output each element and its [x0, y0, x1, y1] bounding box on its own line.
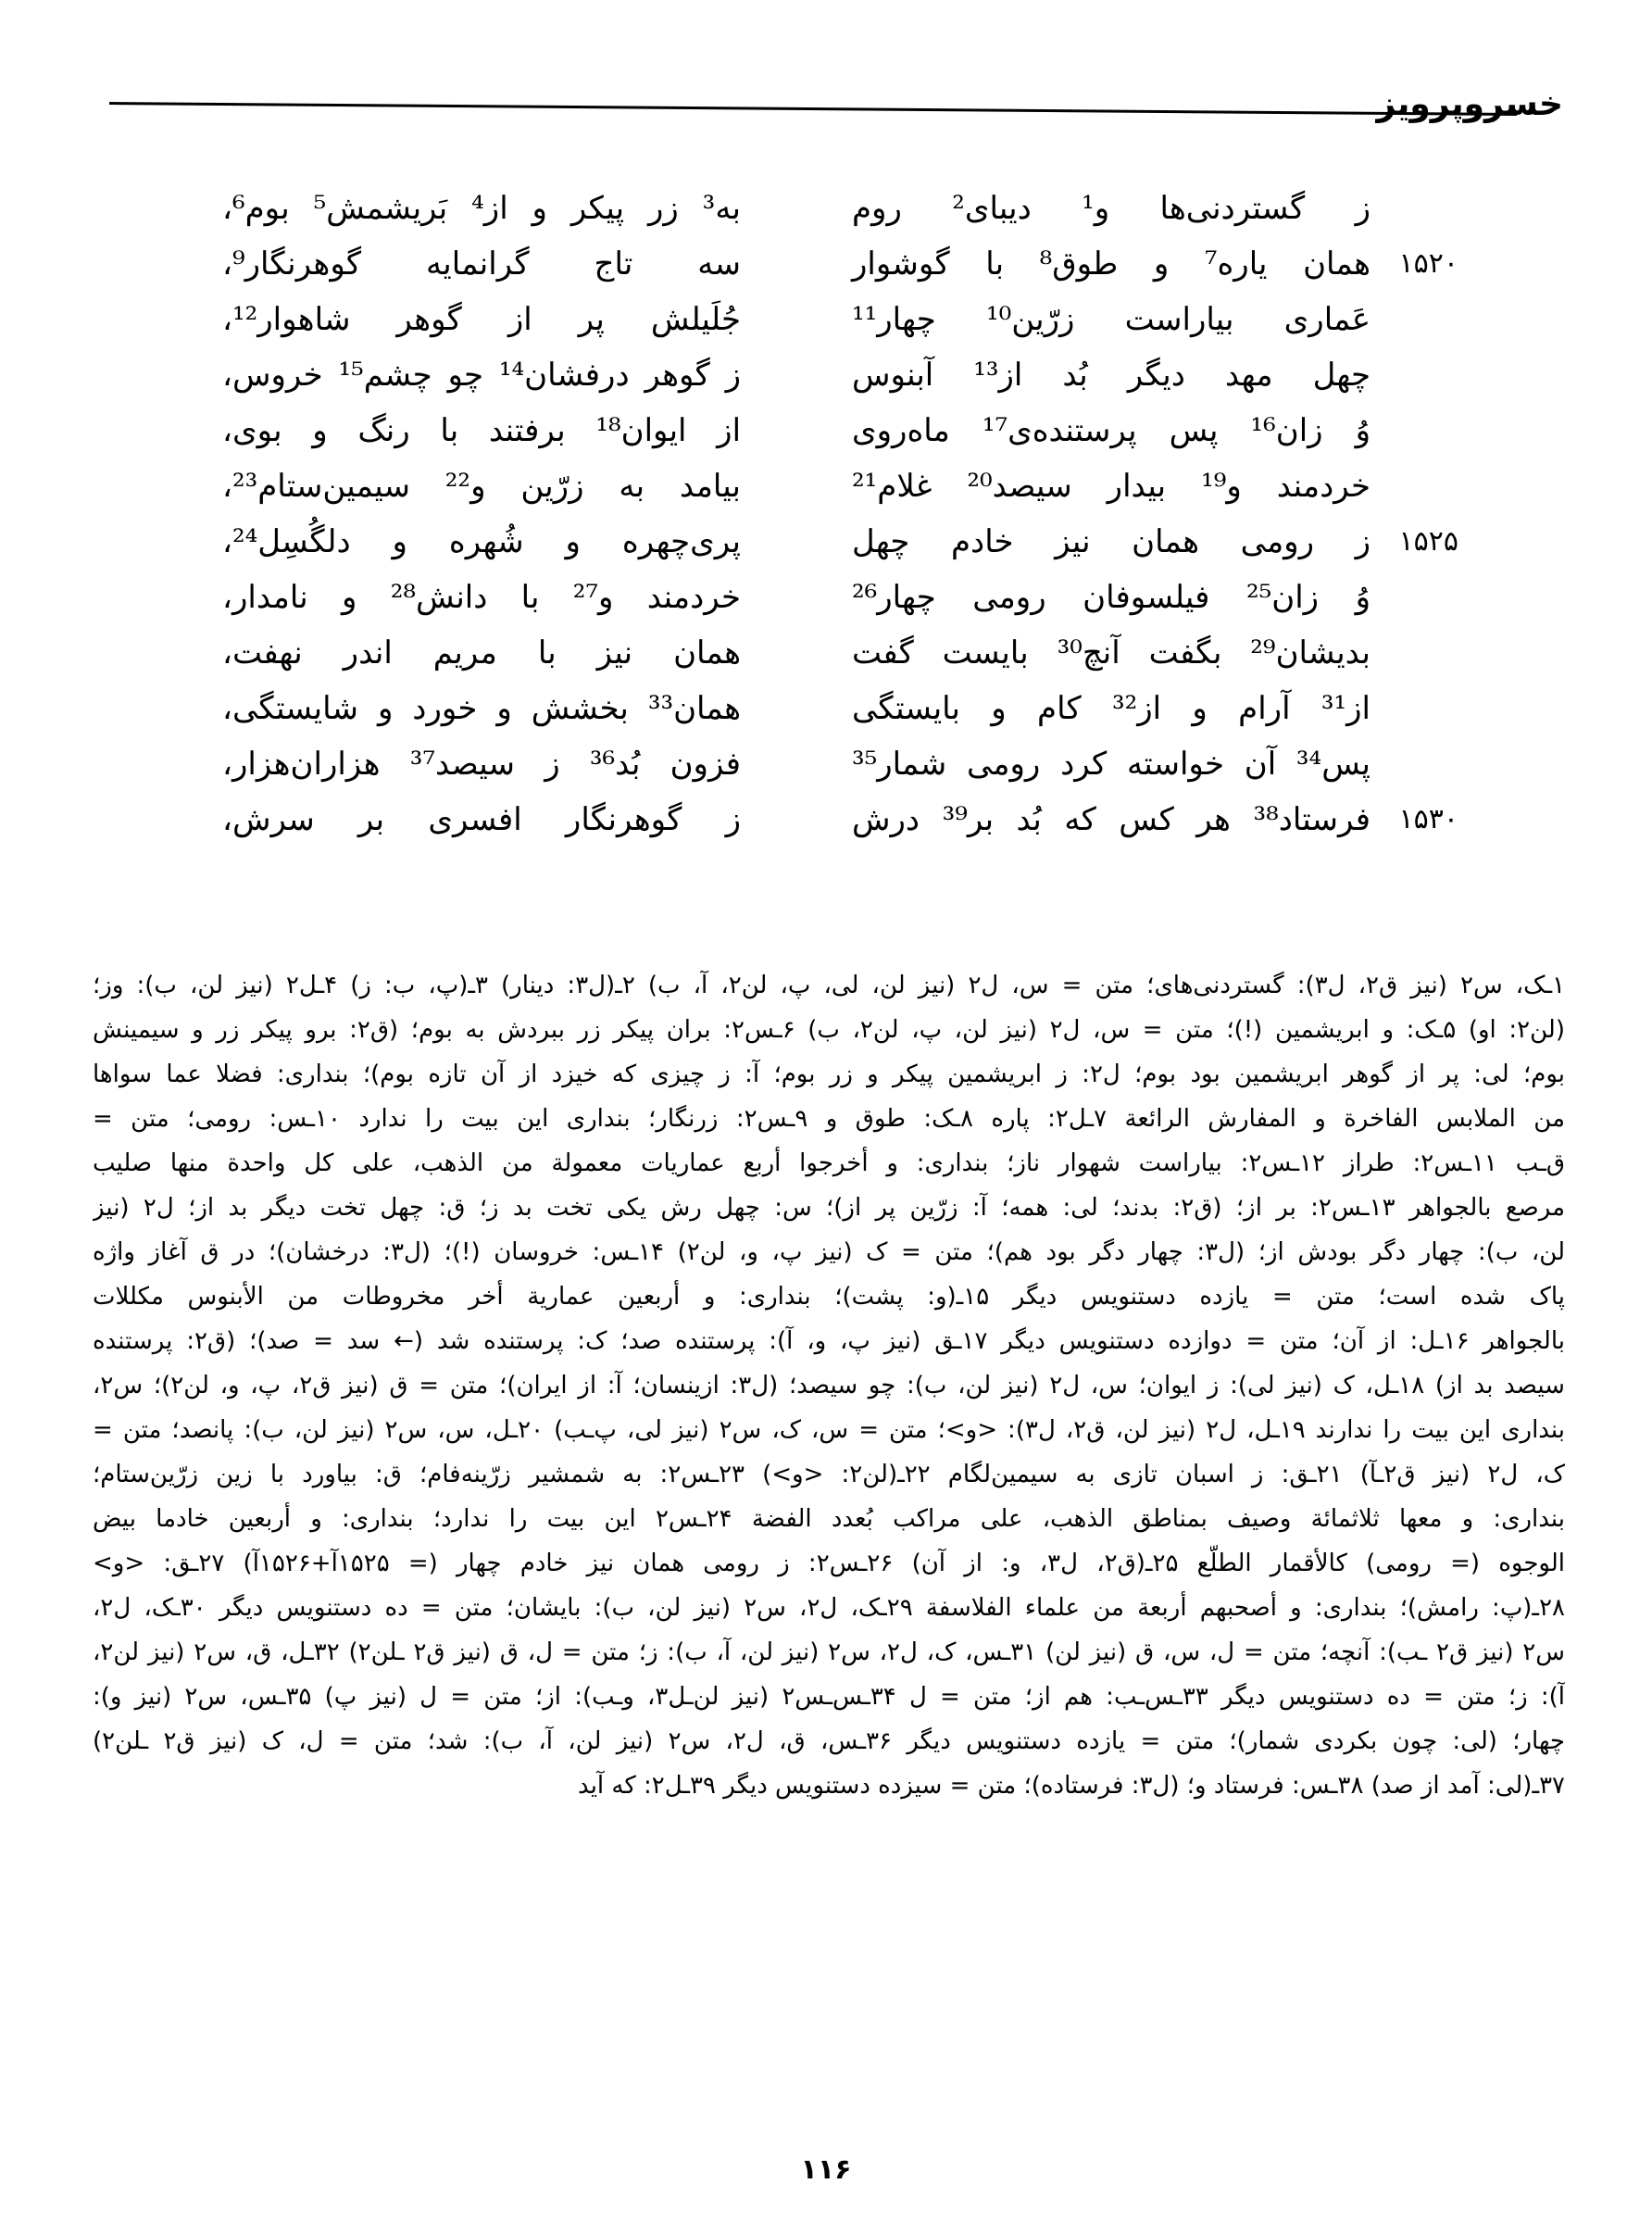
verse-hemistich: سه تاج گرانمایه گوهرنگار⁹، — [222, 245, 741, 282]
footnote-line: الوجوه (= رومی) کالأقمار الطلّع ۲۵ـ(ق۲، ل۳، و: از آن) ۲۶ـس۲: ز رومی همان نیز خادم چهار (= ۱۵۲۵آ+۱۵۲۶آ) ۲۷ـق: <و> — [93, 1550, 1565, 1577]
verse-hemistich: وُ زان¹⁶ پس پرستنده‌ی¹⁷ ماه‌روی — [852, 412, 1370, 449]
footnote-line: لن، ب): چهار دگر بودش از؛ (ل۳: چهار دگر بود هم)؛ متن = ک (نیز پ، و، لن۲) ۱۴ـس: خروسان (!)؛ (ل۳: درخشان)؛ در ق آغاز واژه — [93, 1238, 1565, 1266]
verse-hemistich: از ایوان¹⁸ برفتند با رنگ و بوی، — [222, 412, 742, 449]
verse-hemistich: بیامد به زرّین و²² سیمین‌ستام²³، — [222, 468, 742, 505]
verse-hemistich: فزون بُد³⁶ ز سیصد³⁷ هزاران‌هزار، — [222, 746, 741, 783]
verse-hemistich: ۱۵۲۰ همان یاره⁷ و طوق⁸ با گوشوار — [852, 236, 1370, 292]
footnote-line: (لن۲: او) ۵ـک: و ابریشمین (!)؛ متن = س، ل۲ (نیز لن، پ، لن۲، ب) ۶ـس۲: بران پیکر زر ببردش به بوم؛ (ق۲: برو پیکر زر و سیمینش — [93, 1016, 1565, 1044]
verse-hemistich: ز گوهر درفشان¹⁴ چو چشم¹⁵ خروس، — [222, 357, 741, 394]
verse-number: ۱۵۲۵ — [1398, 525, 1458, 558]
footnotes — [93, 963, 1565, 1808]
verse-hemistich: همان³³ بخشش و خورد و شایستگی، — [222, 690, 741, 727]
verse-number: ۱۵۲۰ — [1398, 247, 1458, 280]
verse-hemistich: عَماری بیاراست زرّین¹⁰ چهار¹¹ — [852, 301, 1370, 338]
footnote-line: چهار؛ (لی: چون بکردی شمار)؛ متن = یازده دستنویس دیگر ۳۶ـس، ق، ل۲، س۲ (نیز لن، آ، ب): شد؛ متن = ل، ک (نیز ق۲ ـلن۲) — [93, 1727, 1565, 1755]
footnote-line: ۲۸ـ(پ: رامش)؛ بنداری: و أصحبهم أربعة من علماء الفلاسفة ۲۹ـک، ل۲، س۲ (نیز لن، ب): بایشان؛ متن = ده دستنویس دیگر ۳۰ـک، ل۲، — [93, 1594, 1565, 1622]
poem-right-column — [852, 181, 1458, 847]
footnote-line: مرصع بالجواهر ۱۳ـس۲: بر از؛ (ق۲: بدند؛ لی: همه؛ آ: زرّین پر از)؛ س: چهل رش یکی تخت بد ز؛ ق: چهل تخت دیگر بد از؛ ل۲ (نیز — [93, 1194, 1565, 1222]
footnote-line: ک، ل۲ (نیز ق۲‌ـآ) ۲۱ـق: ز اسبان تازی به سیمین‌لگام ۲۲ـ(لن۲: <و>) ۲۳ـس۲: به شمشیر زرّینه‌فام؛ ق: بیاورد با زین زرّین‌ستام؛ — [93, 1461, 1565, 1488]
verse-hemistich: از³¹ آرام و از³² کام و بایستگی — [852, 690, 1370, 727]
footnote-line: آ): ز؛ متن = ده دستنویس دیگر ۳۳ـس‌ـب: هم از؛ متن = ل ۳۴ـس‌ـس۲ (نیز لن‌ـل۳، و‌ـب): از؛ متن = ل (نیز پ) ۳۵ـس، س۲ (نیز و): — [93, 1683, 1565, 1711]
verse-hemistich: جُلَیلش پر از گوهر شاهوار¹²، — [222, 301, 741, 338]
verse-hemistich: ز گوهرنگار افسری بر سرش، — [222, 801, 741, 838]
poem-left-column — [222, 181, 741, 847]
footnote-line: س۲ (نیز ق۲ ـب): آنچه؛ متن = ل، س، ق (نیز لن) ۳۱ـس، ک، ل۲، س۲ (نیز لن، آ، ب): ز؛ متن = ل، ق (نیز ق۲ ـلن۲) ۳۲ـل، ق، س۲ (نیز لن۲، — [93, 1638, 1565, 1666]
verse-hemistich: پری‌چهره و شُهره و دلگُسِل²⁴، — [222, 523, 741, 560]
footnote-line: بنداری: و معها ثلاثمائة وصیف بمناطق الذهب، علی مراکب بُعدد الفضة ۲۴ـس۲ این بیت را ندارد؛ بنداری: و أربعین خادما بیض — [93, 1505, 1565, 1533]
header-rule — [109, 102, 1517, 116]
verse-hemistich: به³ زر پیکر و از⁴ بَریشمش⁵ بوم⁶، — [222, 190, 742, 227]
verse-hemistich: خردمند و¹⁹ بیدار سیصد²⁰ غلام²¹ — [852, 468, 1370, 505]
footnote-line: بنداری این بیت را ندارند ۱۹ـل، ل۲ (نیز لن، ق۲، ل۳): <و>؛ متن = س، ک، س۲ (نیز لی، پ‌ـب) ۲۰ـل، س، س۲ (نیز لن، ب): پانصد؛ متن = — [93, 1416, 1565, 1444]
verse-hemistich: ۱۵۳۰ فرستاد³⁸ هر کس که بُد بر³⁹ درش — [852, 792, 1370, 847]
verse-number: ۱۵۳۰ — [1398, 803, 1458, 835]
verse-hemistich: خردمند و²⁷ با دانش²⁸ و نامدار، — [222, 579, 741, 616]
footnote-line: ۱ـک، س۲ (نیز ق۲، ل۳): گستردنی‌های؛ متن = س، ل۲ (نیز لن، لی، پ، لن۲، آ، ب) ۲ـ(ل۳: دینار) ۳ـ(پ، ب: ز) ۴ـل۲ (نیز لن، ب): وز؛ — [93, 972, 1565, 999]
footnote-line: من الملابس الفاخرة و المفارش الرائعة ۷ـل۲: پاره ۸ـک: طوق و ۹ـس۲: زرنگار؛ بنداری این بیت را ندارد ۱۰ـس: رومی؛ متن = — [93, 1105, 1565, 1133]
verse-hemistich: پس³⁴ آن خواسته کرد رومی شمار³⁵ — [852, 746, 1370, 783]
verse-hemistich: ز گستردنی‌ها و¹ دیبای² روم — [852, 190, 1370, 227]
poem-block — [222, 181, 1458, 847]
footnote-line: سیصد بد از) ۱۸ـل، ک (نیز لی): ز ایوان؛ س، ل۲ (نیز لن، ب): چو سیصد؛ (ل۳: ازینسان؛ آ: از ایران)؛ متن = ق (نیز ق۲، پ، و، لن۲)؛ س۲، — [93, 1372, 1565, 1399]
verse-hemistich: ۱۵۲۵ ز رومی همان نیز خادم چهل — [852, 514, 1370, 570]
footnote-line: بوم؛ لی: پر از گوهر ابریشمین بود بوم؛ ل۲: ز ابریشمین پیکر و زر بوم؛ آ: ز چیزی که خیزد از آن تازه بوم)؛ بنداری: فضلا عما سواها — [93, 1061, 1565, 1088]
footnote-line: ۳۷ـ(لی: آمد از صد) ۳۸ـس: فرستاد و؛ (ل۳: فرستاده)؛ متن = سیزده دستنویس دیگر ۳۹ـل۲: که آید — [578, 1772, 1565, 1800]
verse-hemistich: همان نیز با مریم اندر نهفت، — [222, 634, 741, 671]
footnote-line: ق‌ـب ۱۱ـس۲: طراز ۱۲ـس۲: بیاراست شهوار ناز؛ بنداری: و أخرجوا أربع عماریات معمولة من الذهب، علی کل واحدة منها صلیب — [93, 1149, 1565, 1177]
running-title: خسروپرویز — [1376, 85, 1563, 123]
footnote-line: بالجواهر ۱۶ـل: از آن؛ متن = دوازده دستنویس دیگر ۱۷ـق (نیز پ، و، آ): پرستنده صد؛ ک: پرستنده شد (← سد = صد)؛ (ق۲: پرستنده — [93, 1327, 1565, 1355]
page-number: ۱۱۶ — [800, 2153, 852, 2186]
verse-hemistich: وُ زان²⁵ فیلسوفان رومی چهار²⁶ — [852, 579, 1370, 616]
verse-hemistich: چهل مهد دیگر بُد از¹³ آبنوس — [852, 357, 1371, 394]
footnote-line: پاک شده است؛ متن = یازده دستنویس دیگر ۱۵ـ(و: پشت)؛ بنداری: و أربعین عماریة أخر مخروطات من الأبنوس مکللات — [93, 1283, 1565, 1311]
verse-hemistich: بدیشان²⁹ بگفت آنچ³⁰ بایست گفت — [852, 634, 1370, 671]
